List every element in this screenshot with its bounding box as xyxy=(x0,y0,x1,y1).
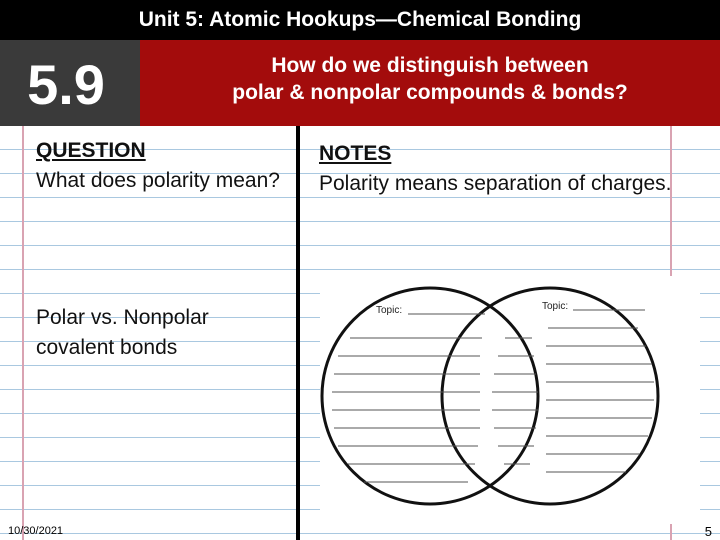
lesson-number: 5.9 xyxy=(27,53,105,116)
notes-column xyxy=(319,139,699,199)
venn-diagram xyxy=(320,276,700,524)
lesson-number-box xyxy=(0,40,140,126)
venn-left-label: Topic: xyxy=(376,305,403,316)
notes-heading: NOTES xyxy=(319,142,392,165)
unit-title: Unit 5: Atomic Hookups—Chemical Bonding xyxy=(138,8,582,31)
notes-text: Polarity means separation of charges. xyxy=(319,172,672,195)
unit-header-bar xyxy=(0,0,720,40)
venn-left-writing-lines xyxy=(332,338,482,482)
venn-left-circle xyxy=(322,288,538,504)
question-column xyxy=(36,136,286,196)
subtopic-text: Polar vs. Nonpolar covalent bonds xyxy=(36,306,209,359)
essential-question-line-2: polar & nonpolar compounds & bonds? xyxy=(232,81,628,104)
page-number: 5 xyxy=(704,524,712,539)
venn-right-writing-lines xyxy=(546,328,654,472)
footer-date: 10/30/2021 xyxy=(8,525,64,537)
column-divider xyxy=(296,126,300,540)
essential-question-line-1: How do we distinguish between xyxy=(271,54,589,77)
question-heading: QUESTION xyxy=(36,139,146,162)
question-text: What does polarity mean? xyxy=(36,169,280,192)
essential-question-box xyxy=(140,40,720,126)
venn-right-label: Topic: xyxy=(542,301,569,312)
venn-diagram-panel xyxy=(320,276,700,524)
